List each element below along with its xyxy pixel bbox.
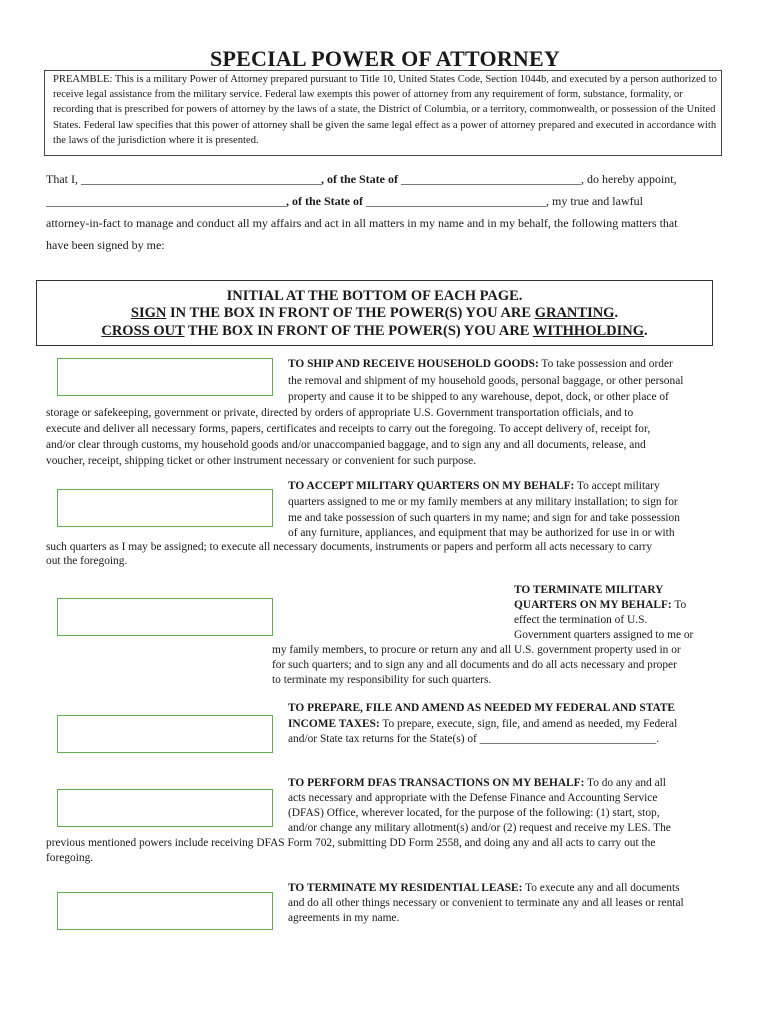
signature-box-household-goods[interactable] (57, 358, 273, 396)
intro-line-2: ________________________________________, of the State of ______________________________, my true and lawful (46, 194, 643, 208)
principal-state-blank[interactable]: ______________________________ (400, 172, 581, 186)
signature-box-accept-quarters[interactable] (57, 489, 273, 527)
instruction-initial: INITIAL AT THE BOTTOM OF EACH PAGE. (226, 288, 523, 304)
state-label: , of the State of (321, 172, 401, 186)
state-label: , of the State of (286, 194, 366, 208)
signature-box-terminate-quarters[interactable] (57, 598, 273, 636)
intro-line-3: attorney-in-fact to manage and conduct all my affairs and act in all matters in my name and in my behalf, the following matters that (46, 216, 678, 230)
intro-line-4: have been signed by me: (46, 238, 165, 252)
instruction-cross-out: CROSS OUT THE BOX IN FRONT OF THE POWER(S) YOU ARE WITHHOLDING. (101, 323, 648, 339)
signature-box-income-taxes[interactable] (57, 715, 273, 753)
principal-name-blank[interactable]: That I, ________________________________________ (46, 172, 321, 186)
signature-box-dfas[interactable] (57, 789, 273, 827)
signature-box-residential-lease[interactable] (57, 892, 273, 930)
document-title: SPECIAL POWER OF ATTORNEY (210, 46, 560, 71)
tax-states-field[interactable]: and/or State tax returns for the State(s) of _______________________________. (288, 733, 660, 745)
agent-state-blank[interactable]: ______________________________ (365, 194, 546, 208)
preamble-text: PREAMBLE: This is a military Power of Attorney prepared pursuant to Title 10, United States Code, Section 1044b, and executed by a person authorized to receive legal assistance from the military service. Federal law exempts this power of attorney from any requirement of form, substance, formality, or recording that is prescribed for powers of attorney by the laws of a state, the District of Columbia, or a territory, commonwealth, or possession of the United States. Federal law specifies that this power of attorney shall be given the same legal effect as a power of attorney prepared and executed in accordance with the laws of the jurisdiction where it is presented. (53, 74, 717, 146)
agent-name-blank[interactable]: ________________________________________ (46, 194, 286, 208)
intro-line-1: That I, ________________________________________, of the State of ______________________________, do hereby appoint, (46, 172, 677, 186)
instruction-sign: SIGN IN THE BOX IN FRONT OF THE POWER(S) YOU ARE GRANTING. (130, 305, 619, 321)
